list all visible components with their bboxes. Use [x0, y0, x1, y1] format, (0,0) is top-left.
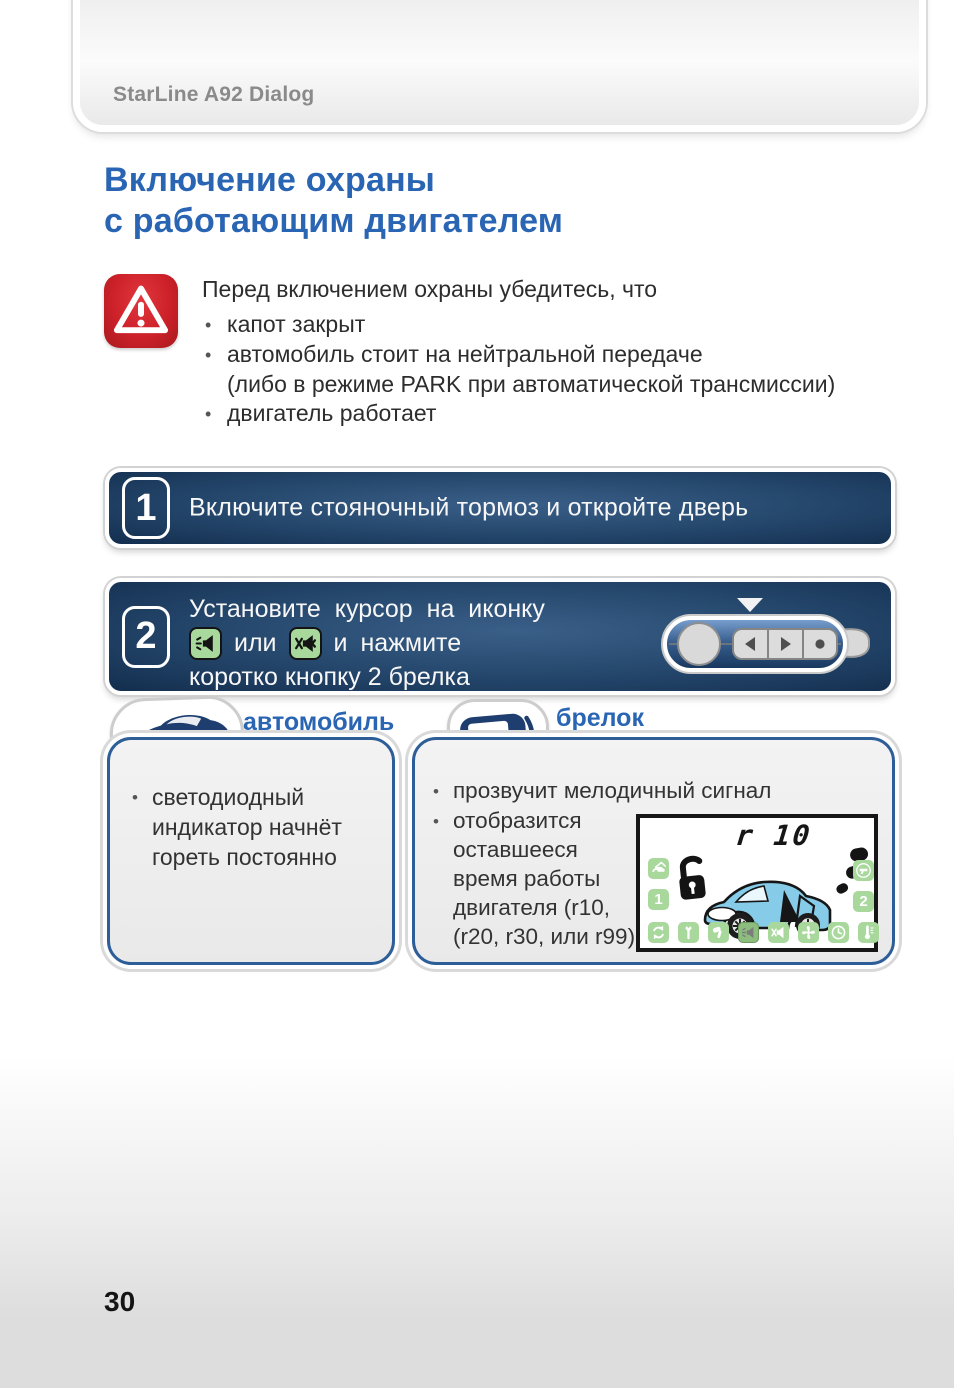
bullet-marker: •	[433, 812, 439, 831]
siren-on-icon-selected	[738, 922, 759, 943]
warning-park-note: (либо в режиме PARK при автоматической трансмиссии)	[227, 371, 836, 397]
warning-item	[205, 340, 835, 370]
step-2-card	[105, 578, 895, 695]
warning-item-text: автомобиль стоит на нейтральной передаче	[227, 341, 703, 367]
step-2-line1: Установите курсор на иконку	[189, 595, 545, 623]
temperature-icon	[858, 922, 879, 943]
zone-1-icon: 1	[648, 889, 669, 910]
page-header	[73, 0, 926, 132]
fob-result-panel	[412, 737, 895, 965]
warning-list	[205, 310, 835, 429]
warning-item	[205, 310, 835, 340]
bullet-marker: •	[205, 345, 212, 365]
step-1-text: Включите стояночный тормоз и откройте дверь	[189, 493, 749, 522]
button-ok-icon	[815, 639, 824, 648]
remote-illustration	[657, 590, 877, 692]
timer-clock-icon	[828, 922, 849, 943]
device-model-title: StarLine A92 Dialog	[113, 83, 315, 106]
shock-sensor-icon	[708, 922, 729, 943]
service-wrench-icon	[678, 922, 699, 943]
warning-item-text: капот закрыт	[227, 311, 366, 337]
step-2-number-badge: 2	[122, 606, 170, 668]
fob-column-label: брелок	[556, 704, 644, 732]
car-result-panel	[107, 737, 395, 965]
cursor-position-arrow-icon	[737, 598, 763, 612]
auto-start-icon	[648, 922, 669, 943]
step-2-line3: коротко кнопку 2 брелка	[189, 663, 470, 691]
or-word: или	[234, 629, 277, 657]
car-column-label: автомобиль	[243, 708, 395, 736]
fan-icon	[798, 922, 819, 943]
warning-item-text: двигатель работает	[227, 400, 437, 426]
page-title-line1: Включение охраны	[104, 161, 436, 199]
siren-on-icon	[189, 627, 222, 660]
hood-open-icon	[648, 858, 669, 879]
bullet-marker: •	[205, 315, 212, 335]
step-2-text	[189, 592, 545, 694]
warning-triangle-icon	[104, 274, 178, 348]
car-result-list	[132, 782, 372, 872]
car-result-item	[132, 782, 372, 872]
page-title	[104, 160, 563, 242]
lcd-runtime-text: r 10	[734, 819, 814, 852]
step-2-line2	[189, 626, 545, 660]
bullet-marker: •	[205, 404, 212, 424]
warning-intro-text: Перед включением охраны убедитесь, что	[202, 276, 658, 302]
page-number: 30	[104, 1286, 136, 1317]
fob-result-text2: отобразится оставшееся время работы двигателя (r10, (r20, r30, или r99)	[453, 808, 636, 949]
fob-result-text1: прозвучит мелодичный сигнал	[453, 778, 772, 803]
zone-2-icon: 2	[853, 891, 874, 912]
bullet-marker: •	[132, 788, 138, 807]
siren-mute-icon	[289, 627, 322, 660]
step-1-card	[105, 468, 895, 548]
siren-mute-icon	[768, 922, 789, 943]
car-result-text: светодиодный индикатор начнёт гореть постоянно	[152, 784, 342, 870]
lcd-display	[636, 814, 878, 952]
bullet-marker: •	[433, 782, 439, 801]
fob-result-item	[433, 776, 853, 806]
press-word: и нажмите	[333, 629, 462, 657]
warning-item	[205, 399, 835, 429]
anti-hijack-icon	[853, 860, 874, 881]
page-title-line2: с работающим двигателем	[104, 202, 564, 240]
step-1-number-badge: 1	[122, 477, 170, 539]
